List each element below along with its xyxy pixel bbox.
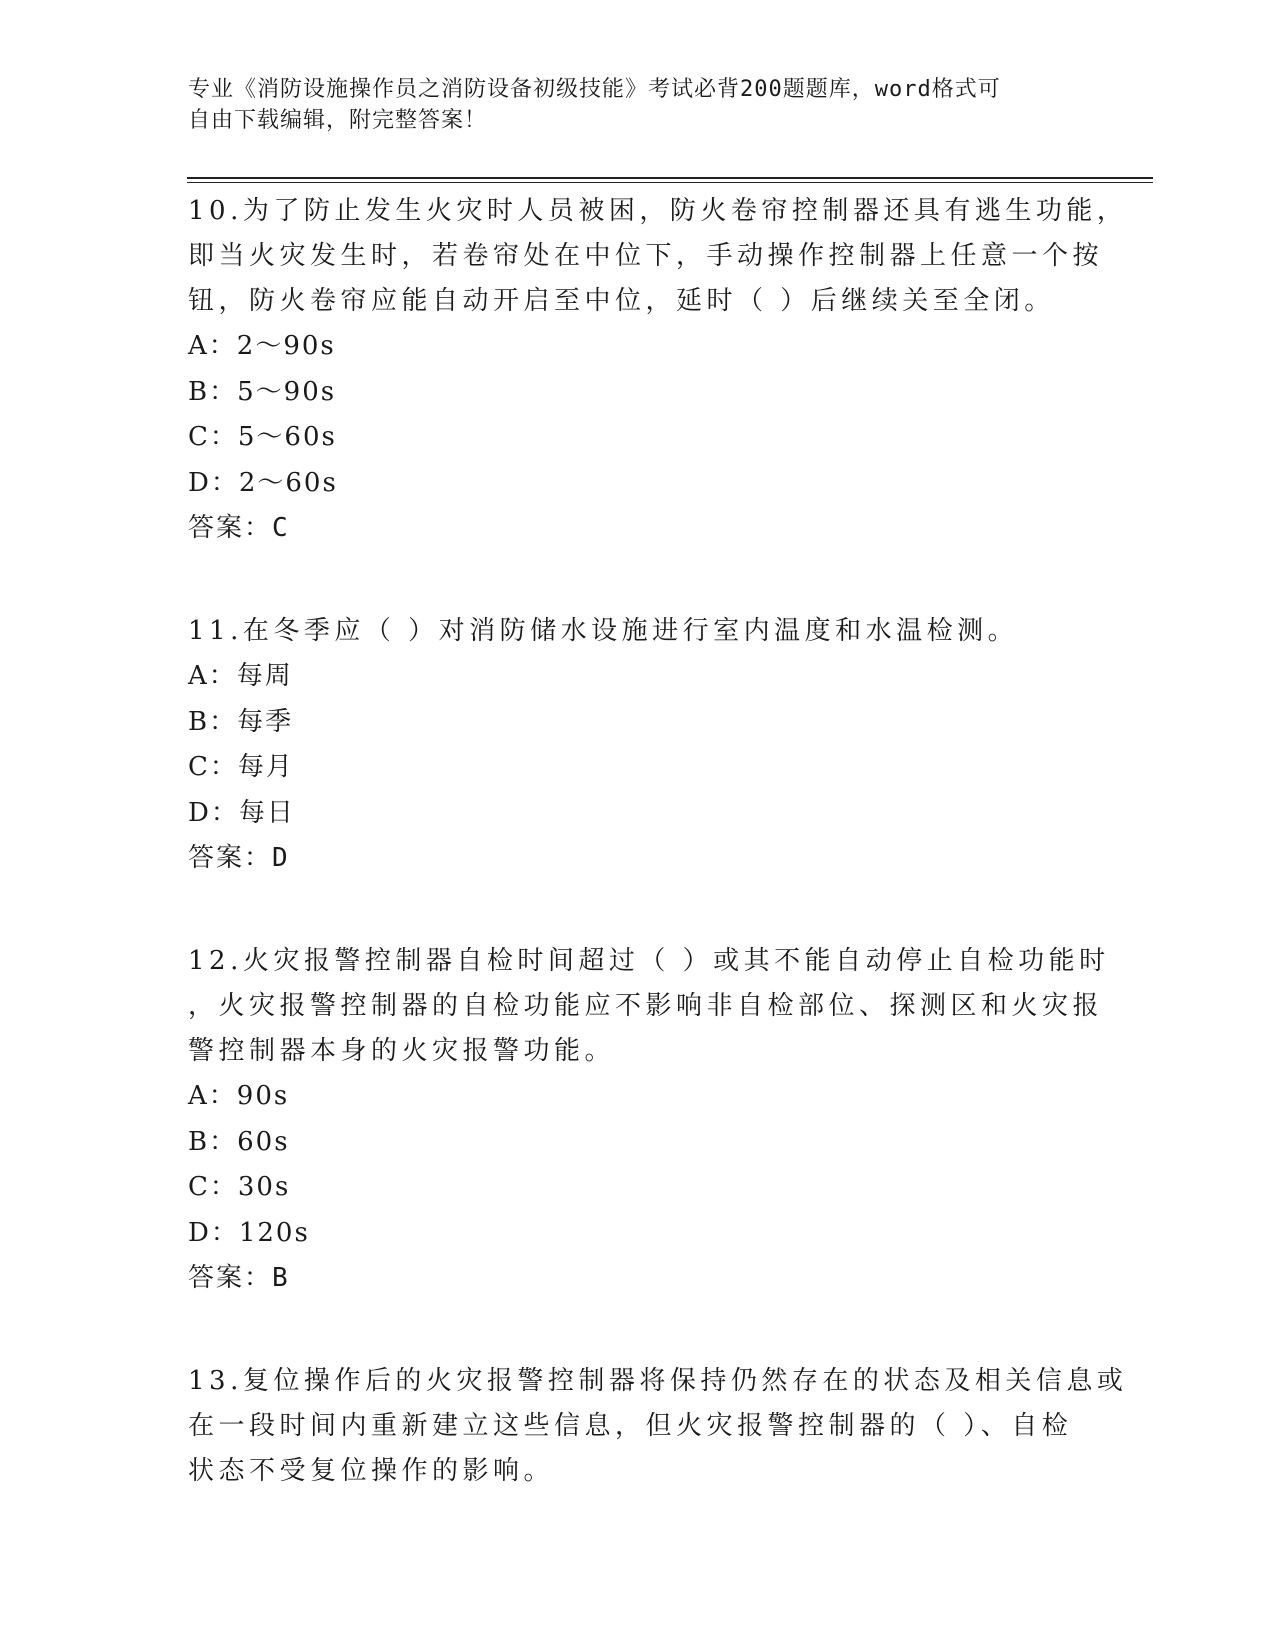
document-header <box>188 74 1068 136</box>
question-text-line: ，火灾报警控制器的自检功能应不影响非自检部位、探测区和火灾报 <box>188 991 1104 1021</box>
option-c: C：每月 <box>188 752 294 782</box>
answer-line: 答案：D <box>188 843 290 873</box>
question-text-line: 警控制器本身的火灾报警功能。 <box>188 1036 616 1066</box>
question-spacer <box>188 881 1088 939</box>
question-text-line: 10.为了防止发生火灾时人员被困，防火卷帘控制器还具有逃生功能， <box>188 196 1128 226</box>
question-text-line: 在一段时间内重新建立这些信息，但火灾报警控制器的（ ）、自检 <box>188 1411 1073 1441</box>
header-divider-bottom <box>187 182 1153 183</box>
option-b: B：60s <box>188 1126 290 1157</box>
question-text-line: 钮，防火卷帘应能自动开启至中位，延时（ ）后继续关至全闭。 <box>188 286 1055 316</box>
question-text-line: 13.复位操作后的火灾报警控制器将保持仍然存在的状态及相关信息或 <box>188 1366 1128 1396</box>
question-text-line: 状态不受复位操作的影响。 <box>188 1456 555 1486</box>
question-12 <box>188 939 1110 1301</box>
header-title-line-1: 专业《消防设施操作员之消防设备初级技能》考试必背200题题库，word格式可 <box>188 77 1001 102</box>
question-text-line: 即当火灾发生时，若卷帘处在中位下，手动操作控制器上任意一个按 <box>188 241 1104 271</box>
header-title-line-2: 自由下载编辑，附完整答案！ <box>188 108 488 133</box>
question-13 <box>188 1359 1128 1494</box>
header-divider-top <box>187 177 1153 179</box>
option-a: A：90s <box>188 1081 290 1111</box>
question-10 <box>188 189 1128 551</box>
option-b: B：5～90s <box>188 376 337 407</box>
option-c: C：5～60s <box>188 422 337 452</box>
option-c: C：30s <box>188 1172 291 1202</box>
option-d: D：每日 <box>188 797 295 828</box>
question-text-line: 11.在冬季应（ ）对消防储水设施进行室内温度和水温检测。 <box>188 616 1019 646</box>
question-11 <box>188 609 1088 881</box>
question-list <box>188 189 1128 1494</box>
question-spacer <box>188 1301 1088 1359</box>
option-a: A：每周 <box>188 661 293 691</box>
answer-line: 答案：C <box>188 513 290 543</box>
question-text-line: 12.火灾报警控制器自检时间超过（ ）或其不能自动停止自检功能时 <box>188 946 1110 976</box>
option-d: D：120s <box>188 1217 310 1248</box>
option-d: D：2～60s <box>188 467 338 498</box>
option-a: A：2～90s <box>188 331 336 361</box>
option-b: B：每季 <box>188 706 294 737</box>
answer-line: 答案：B <box>188 1263 290 1293</box>
question-spacer <box>188 551 1088 609</box>
